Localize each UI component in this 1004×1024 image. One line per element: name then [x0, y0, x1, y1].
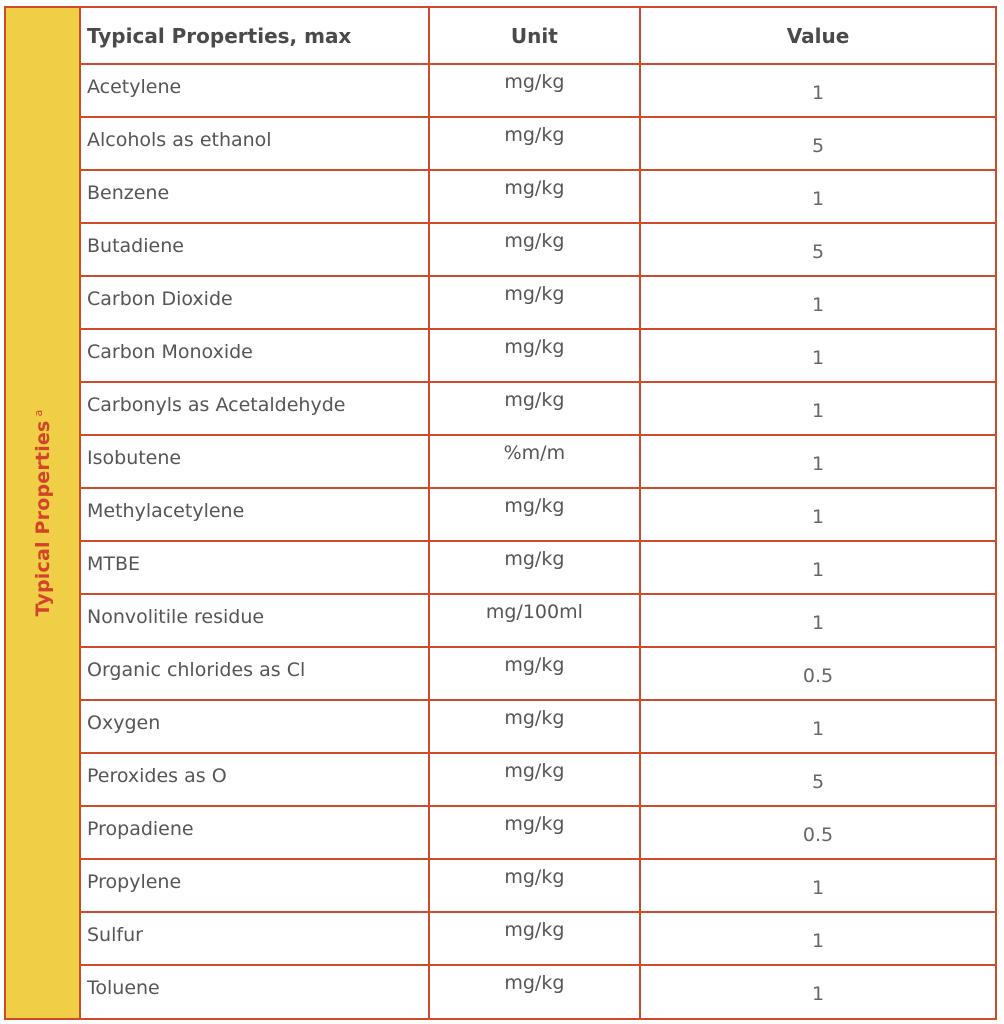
header-property: Typical Properties, max — [81, 8, 429, 64]
value-cell: 1 — [640, 859, 995, 912]
property-cell: Carbon Monoxide — [81, 329, 429, 382]
table-row — [81, 912, 995, 965]
side-band — [6, 8, 81, 1018]
value-cell: 5 — [640, 753, 995, 806]
table-row — [81, 647, 995, 700]
properties-table-frame — [4, 6, 997, 1020]
side-label-text: Typical Properties — [31, 420, 54, 617]
value-cell: 1 — [640, 912, 995, 965]
unit-cell: mg/kg — [429, 329, 640, 382]
header-row — [81, 8, 995, 64]
property-cell: Acetylene — [81, 64, 429, 117]
value-cell: 1 — [640, 382, 995, 435]
property-cell: Isobutene — [81, 435, 429, 488]
table-row — [81, 329, 995, 382]
table-row — [81, 435, 995, 488]
table-row — [81, 700, 995, 753]
unit-cell: mg/kg — [429, 647, 640, 700]
value-cell: 0.5 — [640, 806, 995, 859]
side-label — [31, 410, 53, 617]
property-cell: Carbonyls as Acetaldehyde — [81, 382, 429, 435]
unit-cell: mg/kg — [429, 488, 640, 541]
value-cell: 0.5 — [640, 647, 995, 700]
unit-cell: mg/kg — [429, 806, 640, 859]
property-cell: Oxygen — [81, 700, 429, 753]
value-cell: 5 — [640, 223, 995, 276]
unit-cell: mg/kg — [429, 965, 640, 1018]
property-cell: Toluene — [81, 965, 429, 1018]
unit-cell: mg/kg — [429, 117, 640, 170]
table-row — [81, 541, 995, 594]
table-row — [81, 859, 995, 912]
value-cell: 1 — [640, 700, 995, 753]
unit-cell: mg/kg — [429, 700, 640, 753]
unit-cell: mg/kg — [429, 541, 640, 594]
property-cell: MTBE — [81, 541, 429, 594]
properties-table — [81, 8, 995, 1018]
property-cell: Organic chlorides as Cl — [81, 647, 429, 700]
unit-cell: mg/kg — [429, 170, 640, 223]
unit-cell: mg/kg — [429, 912, 640, 965]
value-cell: 1 — [640, 594, 995, 647]
table-row — [81, 965, 995, 1018]
header-unit: Unit — [429, 8, 640, 64]
unit-cell: mg/kg — [429, 64, 640, 117]
table-row — [81, 753, 995, 806]
value-cell: 1 — [640, 276, 995, 329]
property-cell: Methylacetylene — [81, 488, 429, 541]
table-row — [81, 382, 995, 435]
table-row — [81, 276, 995, 329]
side-label-footnote: a — [31, 409, 45, 417]
value-cell: 1 — [640, 64, 995, 117]
value-cell: 1 — [640, 170, 995, 223]
property-cell: Propadiene — [81, 806, 429, 859]
value-cell: 1 — [640, 329, 995, 382]
property-cell: Butadiene — [81, 223, 429, 276]
unit-cell: mg/kg — [429, 223, 640, 276]
table-row — [81, 488, 995, 541]
property-cell: Benzene — [81, 170, 429, 223]
unit-cell: mg/kg — [429, 859, 640, 912]
table-row — [81, 223, 995, 276]
unit-cell: mg/kg — [429, 753, 640, 806]
property-cell: Sulfur — [81, 912, 429, 965]
table-row — [81, 170, 995, 223]
property-cell: Propylene — [81, 859, 429, 912]
property-cell: Peroxides as O — [81, 753, 429, 806]
table-row — [81, 594, 995, 647]
table-row — [81, 64, 995, 117]
unit-cell: mg/kg — [429, 276, 640, 329]
property-cell: Carbon Dioxide — [81, 276, 429, 329]
value-cell: 5 — [640, 117, 995, 170]
property-cell: Nonvolitile residue — [81, 594, 429, 647]
value-cell: 1 — [640, 435, 995, 488]
value-cell: 1 — [640, 541, 995, 594]
property-cell: Alcohols as ethanol — [81, 117, 429, 170]
header-value: Value — [640, 8, 995, 64]
value-cell: 1 — [640, 488, 995, 541]
value-cell: 1 — [640, 965, 995, 1018]
unit-cell: %m/m — [429, 435, 640, 488]
table-row — [81, 117, 995, 170]
table-row — [81, 806, 995, 859]
unit-cell: mg/100ml — [429, 594, 640, 647]
unit-cell: mg/kg — [429, 382, 640, 435]
